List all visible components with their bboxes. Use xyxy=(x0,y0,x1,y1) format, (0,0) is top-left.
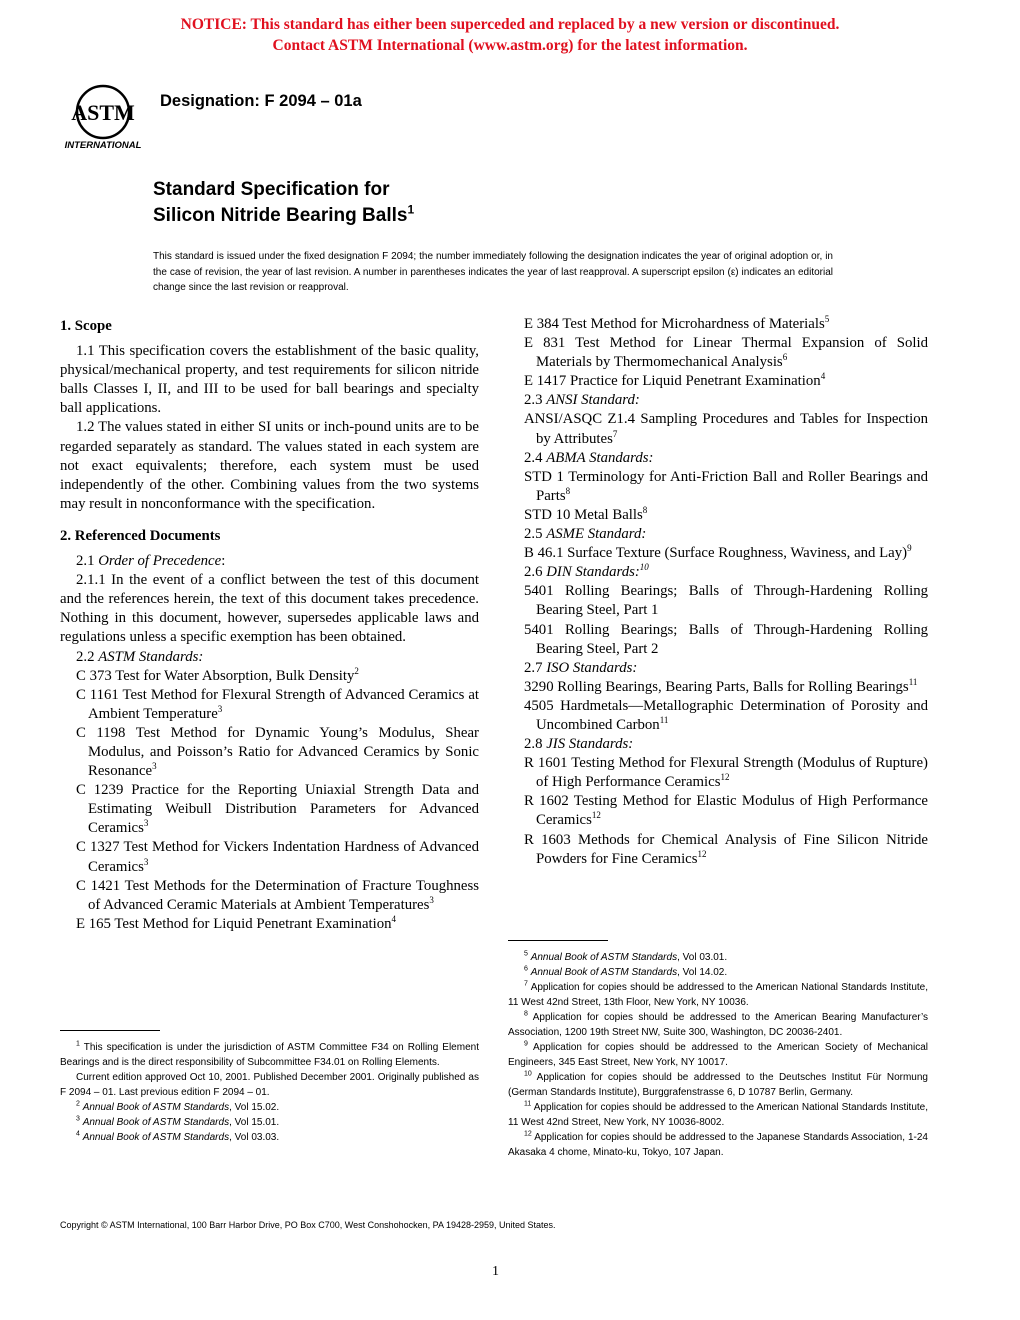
scope-paragraph-1-1: 1.1 This specification covers the establishment of the basic quality, physical/mechanical property, and test requirements for silicon nitride balls Classes I, II, and III to be used for ball bearings and specialty ball applications. xyxy=(60,343,479,417)
ansi-standard-heading xyxy=(524,391,928,410)
reference-footnote-mark: 12 xyxy=(720,772,730,783)
footnote-number: 4 xyxy=(76,1130,80,1138)
reference-text: 5401 Rolling Bearings; Balls of Through-Hardening Rolling Bearing Steel, Part 2 xyxy=(524,621,928,657)
footnote xyxy=(60,1040,479,1070)
footnote-publication: Annual Book of ASTM Standards xyxy=(82,1102,230,1113)
left-column xyxy=(60,315,479,934)
subsection-number: 2.6 xyxy=(524,564,543,581)
subsection-number: 2.7 xyxy=(524,659,543,676)
subsection-number: 2.1 xyxy=(76,553,95,570)
footnote-publication: Annual Book of ASTM Standards xyxy=(82,1117,230,1128)
footnote-number: 8 xyxy=(524,1010,528,1018)
footnote-number: 11 xyxy=(524,1100,532,1108)
footnote xyxy=(60,1130,479,1145)
footnote-number: 6 xyxy=(524,965,528,973)
astm-logo xyxy=(60,80,146,152)
logo-subtext: INTERNATIONAL xyxy=(64,140,142,151)
footnote-number: 9 xyxy=(524,1040,528,1048)
reference-entry xyxy=(76,724,479,781)
footnote-number: 5 xyxy=(524,950,528,958)
ansi-standard-label: ANSI Standard: xyxy=(546,392,640,409)
reference-entry xyxy=(76,781,479,838)
footnote-text: This specification is under the jurisdiction of ASTM Committee F34 on Rolling Element Bearings and is the direct responsibility of Subcommittee F34.01 on Rolling Elements. xyxy=(60,1042,479,1068)
reference-entry xyxy=(524,678,928,697)
footnote-text: Application for copies should be addressed to the American Society of Mechanical Engineers, 345 East Street, New York, NY 10017. xyxy=(508,1042,928,1068)
footnote-text: Application for copies should be addressed to the American National Standards Institute, 11 West 42nd Street, 13th Floor, New York, NY 10036. xyxy=(508,982,928,1008)
reference-entry xyxy=(76,838,479,876)
footnote-text: Application for copies should be addressed to the American National Standards Institute, 11 West 42nd Street, New York, NY 10036-8002. xyxy=(508,1102,928,1128)
order-of-precedence-label: Order of Precedence xyxy=(98,553,222,570)
footnote-text: , Vol 15.01. xyxy=(229,1117,280,1128)
reference-footnote-mark: 4 xyxy=(391,913,397,924)
footnote xyxy=(508,1130,928,1160)
footnote-text: Current edition approved Oct 10, 2001. Published December 2001. Originally published as F 2094 – 01. Last previous edition F 2094 – 01. xyxy=(60,1072,479,1098)
reference-footnote-mark: 11 xyxy=(908,676,918,687)
footnote-text: , Vol 15.02. xyxy=(229,1102,280,1113)
footnote xyxy=(60,1115,479,1130)
reference-text: R 1602 Testing Method for Elastic Modulus of High Performance Ceramics xyxy=(524,793,928,829)
footnote xyxy=(508,1100,928,1130)
astm-reference-list-left xyxy=(60,667,479,934)
reference-text: E 165 Test Method for Liquid Penetrant Examination xyxy=(76,915,392,932)
reference-text: C 373 Test for Water Absorption, Bulk Density xyxy=(76,667,355,684)
footnote-text: Application for copies should be addressed to the Deutsches Institut Für Normung (German Standards Institute), Burggrafenstrasse 6, D 10787 Berlin, Germany. xyxy=(508,1072,928,1098)
footnote-number: 2 xyxy=(76,1100,80,1108)
abma-reference-list xyxy=(524,468,928,525)
precedence-paragraph-2-1-1: 2.1.1 In the event of a conflict between the test of this document and the references herein, the text of this document takes precedence. Nothing in this document, however, supersedes applicable laws and regulations unless a specific exemption has been obtained. xyxy=(60,572,479,646)
footnote xyxy=(508,1070,928,1100)
reference-entry xyxy=(524,506,928,525)
footnote-text: , Vol 03.03. xyxy=(229,1132,280,1143)
footnote xyxy=(508,965,928,980)
designation: Designation: F 2094 – 01a xyxy=(160,92,362,110)
issuance-statement: This standard is issued under the fixed designation F 2094; the number immediately following the designation indicates the year of original adoption or, in the case of revision, the year of last revision. A number in parentheses indicates the year of last reapproval. A superscript epsilon (ε) indicates an editorial change since the last revision or reapproval. xyxy=(153,251,833,293)
reference-footnote-mark: 3 xyxy=(152,761,157,772)
footnote-publication: Annual Book of ASTM Standards xyxy=(530,967,678,978)
reference-text: E 1417 Practice for Liquid Penetrant Examination xyxy=(524,373,821,390)
reference-text: 5401 Rolling Bearings; Balls of Through-Hardening Rolling Bearing Steel, Part 1 xyxy=(524,583,928,619)
footnote-number: 3 xyxy=(76,1115,80,1123)
reference-entry xyxy=(524,468,928,506)
footnote-divider-left xyxy=(60,1030,160,1031)
footnote xyxy=(508,1040,928,1070)
reference-text: C 1421 Test Methods for the Determination of Fracture Toughness of Advanced Ceramic Materials at Ambient Temperatures xyxy=(76,877,479,913)
footnote-publication: Annual Book of ASTM Standards xyxy=(82,1132,230,1143)
din-reference-list xyxy=(524,582,928,658)
reference-entry xyxy=(76,667,479,686)
reference-entry xyxy=(524,754,928,792)
footnote-text: Application for copies should be addressed to the American Bearing Manufacturer’s Association, 1200 19th Street NW, Suite 300, Washington, DC 20036-2401. xyxy=(508,1012,928,1038)
reference-text: B 46.1 Surface Texture (Surface Roughness, Waviness, and Lay) xyxy=(524,545,908,562)
din-standards-heading xyxy=(524,563,928,582)
reference-footnote-mark: 3 xyxy=(217,703,223,714)
subsection-number: 2.2 xyxy=(76,648,95,665)
reference-text: C 1161 Test Method for Flexural Strength of Advanced Ceramics at Ambient Temperature xyxy=(76,686,479,722)
reference-text: 3290 Rolling Bearings, Bearing Parts, Balls for Rolling Bearings xyxy=(524,678,909,695)
reference-entry xyxy=(524,544,928,563)
reference-text: R 1603 Methods for Chemical Analysis of Fine Silicon Nitride Powders for Fine Ceramics xyxy=(524,831,928,867)
reference-text: R 1601 Testing Method for Flexural Strength (Modulus of Rupture) of High Performance Ceramics xyxy=(524,755,928,791)
footnote-number: 1 xyxy=(76,1040,80,1048)
reference-footnote-mark: 3 xyxy=(143,818,149,829)
footnotes-right xyxy=(508,950,928,1160)
footnote-text: , Vol 03.01. xyxy=(677,952,728,963)
title-line-2-text: Silicon Nitride Bearing Balls xyxy=(153,205,408,226)
footnote-text: Application for copies should be addressed to the Japanese Standards Association, 1-24 Akasaka 4 chome, Minato-ku, Tokyo, 107 Japan. xyxy=(508,1132,928,1158)
reference-entry xyxy=(524,334,928,372)
supersession-notice xyxy=(0,14,1020,56)
reference-entry xyxy=(524,315,928,334)
reference-entry xyxy=(76,877,479,915)
scope-heading: 1. Scope xyxy=(60,318,112,334)
reference-entry xyxy=(76,915,479,934)
reference-text: E 831 Test Method for Linear Thermal Expansion of Solid Materials by Thermomechanical Analysis xyxy=(524,335,928,371)
footnote-number: 10 xyxy=(524,1070,532,1078)
subsection-number: 2.8 xyxy=(524,736,543,753)
reference-entry xyxy=(524,792,928,830)
label-suffix: : xyxy=(221,553,226,570)
din-footnote-mark: 10 xyxy=(639,562,649,573)
footnotes-left xyxy=(60,1040,479,1145)
order-of-precedence-heading xyxy=(60,552,479,571)
reference-text: STD 10 Metal Balls xyxy=(524,506,643,523)
footnote-number: 12 xyxy=(524,1130,532,1138)
footnote xyxy=(508,1010,928,1040)
abma-standards-heading xyxy=(524,449,928,468)
reference-entry xyxy=(76,686,479,724)
footnote xyxy=(60,1070,479,1100)
ansi-reference-list xyxy=(524,410,928,448)
title-footnote-mark: 1 xyxy=(407,202,415,217)
reference-footnote-mark: 8 xyxy=(565,485,571,496)
footnote xyxy=(508,950,928,965)
reference-entry xyxy=(524,582,928,620)
reference-entry xyxy=(524,697,928,735)
footnote xyxy=(508,980,928,1010)
astm-standards-label: ASTM Standards: xyxy=(98,648,204,665)
reference-footnote-mark: 5 xyxy=(824,314,830,325)
reference-text: 4505 Hardmetals—Metallographic Determination of Porosity and Uncombined Carbon xyxy=(524,697,928,733)
document-title xyxy=(153,177,414,229)
subsection-number: 2.5 xyxy=(524,526,543,543)
reference-entry xyxy=(524,410,928,448)
notice-line-1: NOTICE: This standard has either been superceded and replaced by a new version or discontinued. xyxy=(180,16,840,33)
reference-footnote-mark: 7 xyxy=(612,428,618,439)
right-column xyxy=(524,315,928,869)
footnote xyxy=(60,1100,479,1115)
reference-text: STD 1 Terminology for Anti-Friction Ball and Roller Bearings and Parts xyxy=(524,468,928,504)
reference-entry xyxy=(524,831,928,869)
iso-standards-heading xyxy=(524,659,928,678)
scope-paragraph-1-2: 1.2 The values stated in either SI units or inch-pound units are to be regarded separately as standard. The values stated in each system are not exact equivalents; therefore, each system must be used independently of the other. Combining values from the two systems may result in nonconformance with the specification. xyxy=(60,419,479,512)
title-line-2 xyxy=(153,203,414,229)
reference-footnote-mark: 6 xyxy=(782,352,788,363)
iso-standards-label: ISO Standards: xyxy=(546,659,638,676)
logo-wordmark: ASTM xyxy=(71,100,135,125)
reference-text: C 1327 Test Method for Vickers Indentation Hardness of Advanced Ceramics xyxy=(76,839,479,875)
referenced-documents-heading: 2. Referenced Documents xyxy=(60,527,221,544)
notice-line-2: Contact ASTM International (www.astm.org) for the latest information. xyxy=(272,37,748,54)
reference-footnote-mark: 8 xyxy=(642,505,648,516)
reference-footnote-mark: 2 xyxy=(354,665,359,676)
reference-footnote-mark: 12 xyxy=(697,848,707,859)
din-standards-label: DIN Standards: xyxy=(546,564,640,581)
footnote-text: , Vol 14.02. xyxy=(677,967,728,978)
jis-reference-list xyxy=(524,754,928,869)
reference-footnote-mark: 9 xyxy=(907,543,912,554)
reference-footnote-mark: 11 xyxy=(659,715,669,726)
reference-footnote-mark: 3 xyxy=(429,894,434,905)
reference-text: ANSI/ASQC Z1.4 Sampling Procedures and Tables for Inspection by Attributes xyxy=(524,411,928,447)
reference-entry xyxy=(524,372,928,391)
footnote-divider-right xyxy=(508,940,608,941)
footnote-number: 7 xyxy=(524,980,528,988)
reference-text: C 1198 Test Method for Dynamic Young’s Modulus, Shear Modulus, and Poisson’s Ratio for Advanced Ceramics by Sonic Resonance xyxy=(76,724,479,780)
subsection-number: 2.3 xyxy=(524,392,543,409)
astm-reference-list-right xyxy=(524,315,928,391)
footnote-publication: Annual Book of ASTM Standards xyxy=(530,952,678,963)
reference-text: C 1239 Practice for the Reporting Uniaxial Strength Data and Estimating Weibull Distribution Parameters for Advanced Ceramics xyxy=(76,782,479,837)
asme-standard-heading xyxy=(524,525,928,544)
astm-standards-heading xyxy=(60,648,479,667)
subsection-number: 2.4 xyxy=(524,449,543,466)
iso-reference-list xyxy=(524,678,928,735)
reference-footnote-mark: 12 xyxy=(591,810,601,821)
jis-standards-label: JIS Standards: xyxy=(546,736,634,753)
reference-footnote-mark: 4 xyxy=(820,371,826,382)
asme-standard-label: ASME Standard: xyxy=(546,526,647,543)
abma-standards-label: ABMA Standards: xyxy=(546,449,654,466)
asme-reference-list xyxy=(524,544,928,563)
copyright-line: Copyright © ASTM International, 100 Barr Harbor Drive, PO Box C700, West Conshohocken, PA 19428-2959, United States. xyxy=(60,1220,556,1230)
reference-text: E 384 Test Method for Microhardness of Materials xyxy=(524,316,825,332)
jis-standards-heading xyxy=(524,735,928,754)
page-number: 1 xyxy=(492,1264,499,1279)
reference-entry xyxy=(524,621,928,659)
reference-footnote-mark: 3 xyxy=(143,856,149,867)
title-line-1: Standard Specification for xyxy=(153,179,390,200)
